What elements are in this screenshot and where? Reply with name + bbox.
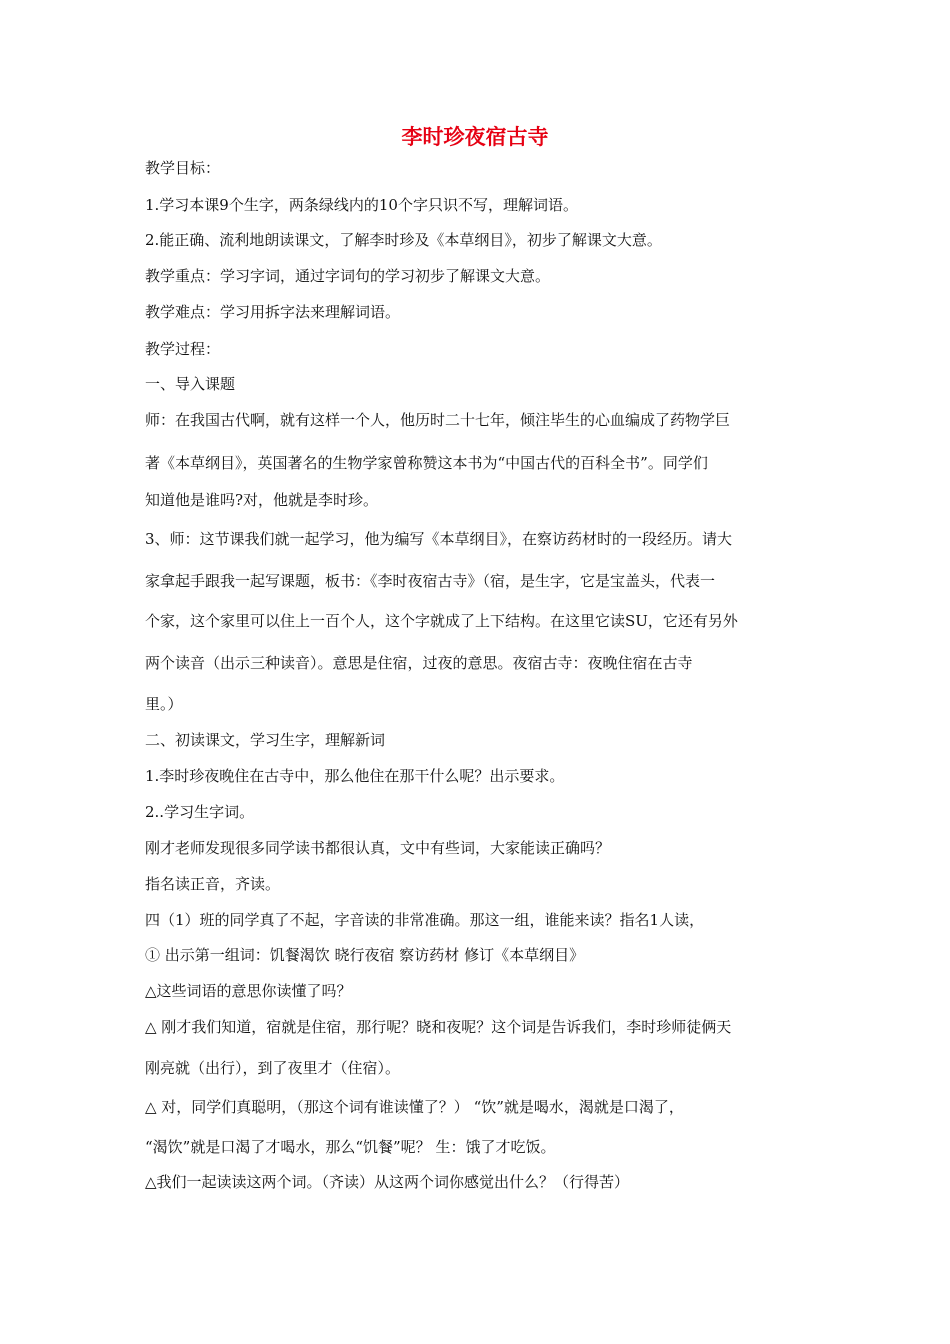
paragraph-line: 2..学习生字词。 xyxy=(145,803,255,821)
paragraph-line: 师：在我国古代啊，就有这样一个人，他历时二十七年，倾注毕生的心血编成了药物学巨 xyxy=(145,411,731,429)
section-heading-objectives: 教学目标： xyxy=(145,159,221,177)
step-heading-intro: 一、导入课题 xyxy=(145,375,236,393)
paragraph-line: 3、师：这节课我们就一起学习，他为编写《本草纲目》，在察访药材时的一段经历。请大 xyxy=(145,530,733,548)
section-heading-process: 教学过程： xyxy=(145,340,221,358)
paragraph-line: 两个读音（出示三种读音）。意思是住宿，过夜的意思。夜宿古寺：夜晚住宿在古寺 xyxy=(145,654,693,672)
paragraph-line: △ 刚才我们知道，宿就是住宿，那行呢？晓和夜呢？这个词是告诉我们，李时珍师徒俩天 xyxy=(145,1018,732,1036)
paragraph-line: “渴饮”就是口渴了才喝水，那么“饥餐”呢？ 生：饿了才吃饭。 xyxy=(145,1138,556,1156)
paragraph-line: △我们一起读读这两个词。（齐读）从这两个词你感觉出什么？（行得苦） xyxy=(145,1173,630,1191)
objective-item-2: 2.能正确、流利地朗读课文，了解李时珍及《本草纲目》，初步了解课文大意。 xyxy=(145,231,662,249)
step-heading-reading: 二、初读课文，学习生字，理解新词 xyxy=(145,731,386,749)
paragraph-line: 个家，这个家里可以住上一百个人，这个字就成了上下结构。在这里它读SU，它还有另外 xyxy=(145,612,738,630)
word-group-line: ① 出示第一组词：饥餐渴饮 晓行夜宿 察访药材 修订《本草纲目》 xyxy=(145,946,585,964)
paragraph-line: 知道他是谁吗?对，他就是李时珍。 xyxy=(145,491,379,509)
difficult-points: 教学难点：学习用拆字法来理解词语。 xyxy=(145,303,401,321)
paragraph-line: 刚亮就（出行），到了夜里才（住宿）。 xyxy=(145,1059,401,1077)
paragraph-line: △ 对，同学们真聪明，（那这个词有谁读懂了？） “饮”就是喝水，渴就是口渴了， xyxy=(145,1098,684,1116)
paragraph-line: 指名读正音，齐读。 xyxy=(145,875,281,893)
paragraph-line: 1.李时珍夜晚住在古寺中，那么他住在那干什么呢？出示要求。 xyxy=(145,767,565,785)
paragraph-line: 著《本草纲目》，英国著名的生物学家曾称赞这本书为“中国古代的百科全书”。同学们 xyxy=(145,454,708,472)
document-title: 李时珍夜宿古寺 xyxy=(401,125,549,149)
paragraph-line: 四（1）班的同学真了不起，字音读的非常准确。那这一组，谁能来读？指名1人读， xyxy=(145,911,705,929)
paragraph-line: △这些词语的意思你读懂了吗？ xyxy=(145,982,352,1000)
paragraph-line: 家拿起手跟我一起写课题，板书：《李时夜宿古寺》（宿，是生字，它是宝盖头，代表一 xyxy=(145,572,716,590)
key-points: 教学重点：学习字词，通过字词句的学习初步了解课文大意。 xyxy=(145,267,551,285)
objective-item-1: 1.学习本课9个生字，两条绿线内的10个字只识不写，理解词语。 xyxy=(145,196,578,214)
paragraph-line: 刚才老师发现很多同学读书都很认真，文中有些词，大家能读正确吗？ xyxy=(145,839,611,857)
paragraph-line: 里。） xyxy=(145,695,183,713)
